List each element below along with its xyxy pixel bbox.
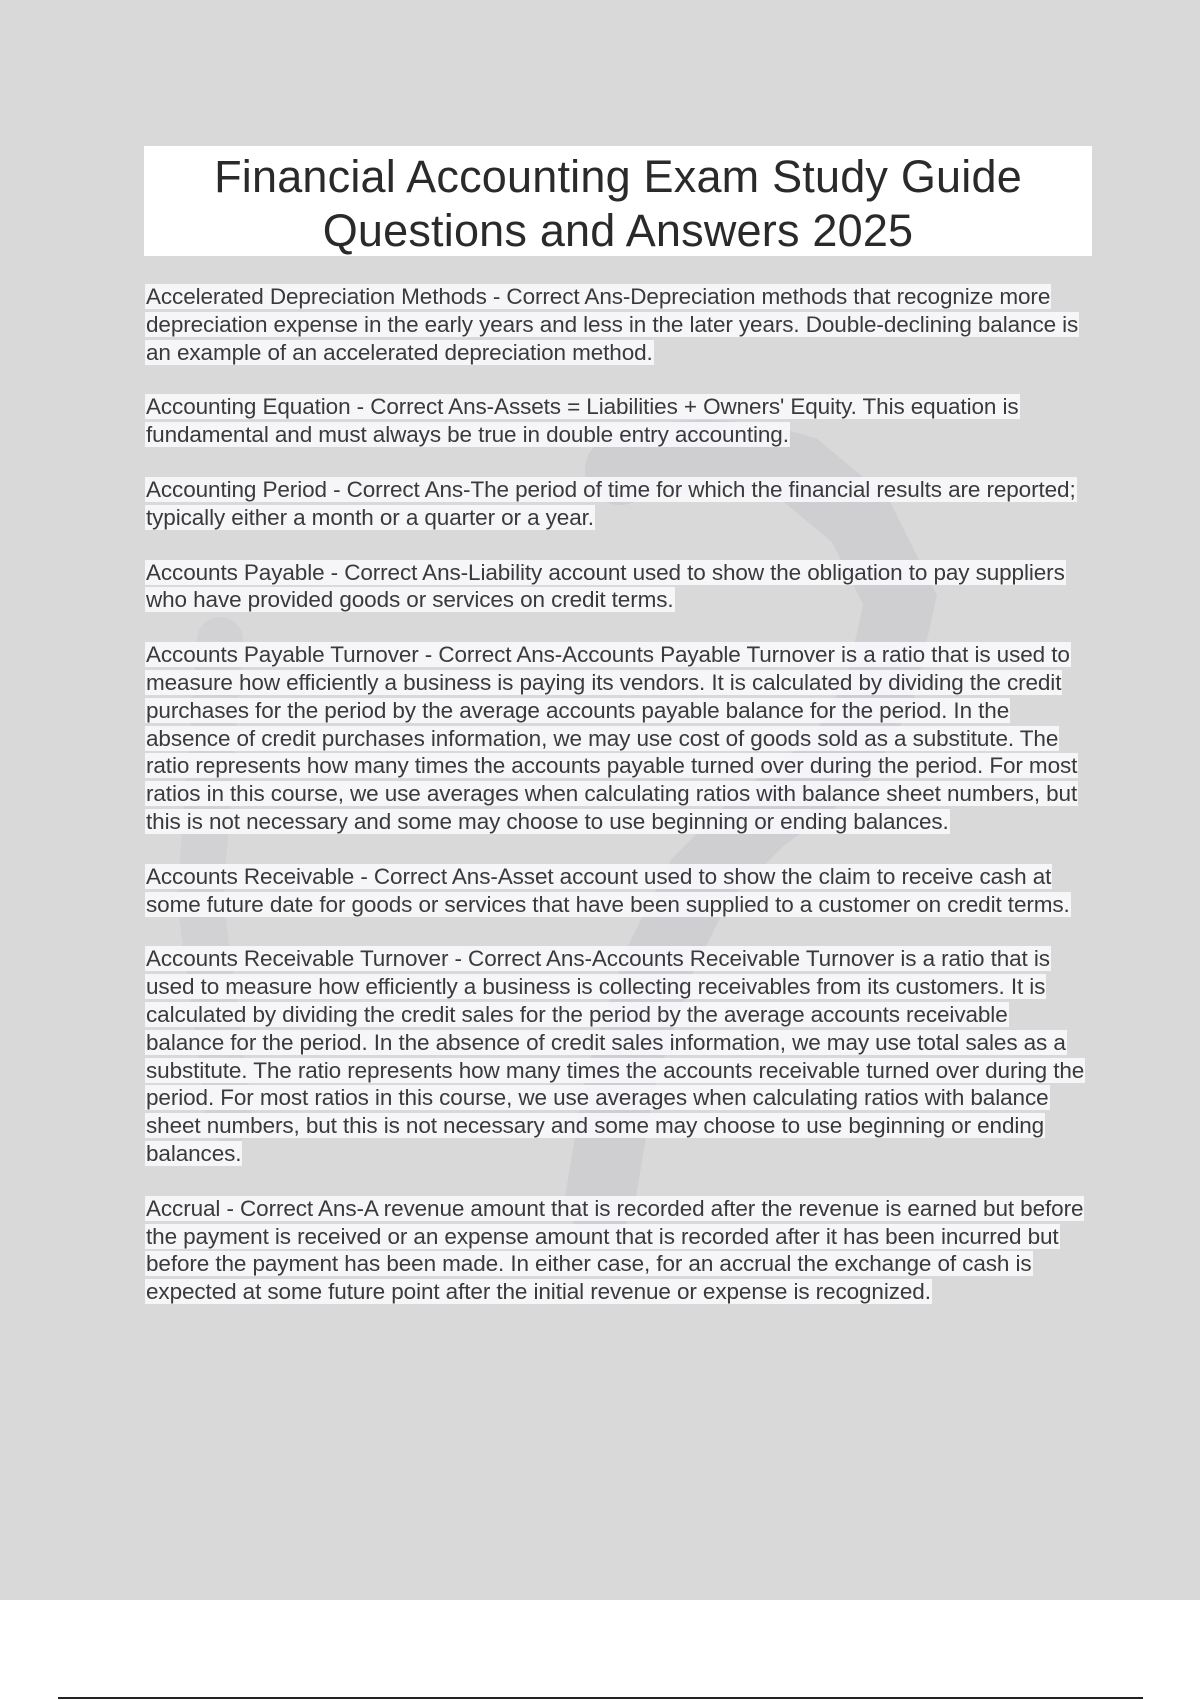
glossary-entry: [145, 945, 1090, 1167]
glossary-entry: [145, 283, 1090, 366]
title-box: [144, 146, 1092, 256]
glossary-entry: [145, 476, 1090, 532]
footer-divider: [58, 1697, 1143, 1699]
glossary-entry: [145, 559, 1090, 615]
glossary-entry: [145, 641, 1090, 836]
entry-text: Accounts Receivable Turnover - Correct Ans-Accounts Receivable Turnover is a ratio that is used to measure how efficiently a business is collecting receivables from its customers. It is calculated by dividing the credit sales for the period by the average accounts receivable balance for the period. In the absence of credit sales information, we may use total sales as a substitute. The ratio represents how many times the accounts receivable turned over during the period. For most ratios in this course, we use averages when calculating ratios with balance sheet numbers, but this is not necessary and some may choose to use beginning or ending balances.: [146, 946, 1085, 1166]
entry-text: Accounting Period - Correct Ans-The period of time for which the financial results are reported; typically either a month or a quarter or a year.: [146, 476, 1076, 530]
glossary-entries: [145, 283, 1090, 1333]
entry-text: Accounting Equation - Correct Ans-Assets = Liabilities + Owners' Equity. This equation is fundamental and must always be true in double entry accounting.: [146, 394, 1019, 448]
entry-text: Accounts Receivable - Correct Ans-Asset account used to show the claim to receive cash at some future date for goods or services that have been supplied to a customer on credit terms.: [146, 863, 1070, 917]
glossary-entry: [145, 393, 1090, 449]
entry-text: Accounts Payable Turnover - Correct Ans-Accounts Payable Turnover is a ratio that is used to measure how efficiently a business is paying its vendors. It is calculated by dividing the credit purchases for the period by the average accounts payable balance for the period. In the absence of credit purchases information, we may use cost of goods sold as a substitute. The ratio represents how many times the accounts payable turned over during the period. For most ratios in this course, we use averages when calculating ratios with balance sheet numbers, but this is not necessary and some may choose to use beginning or ending balances.: [146, 642, 1078, 834]
document-title-line-2: Questions and Answers 2025: [322, 205, 914, 256]
glossary-entry: [145, 1195, 1090, 1306]
entry-text: Accrual - Correct Ans-A revenue amount that is recorded after the revenue is earned but before the payment is received or an expense amount that is recorded after it has been incurred but before the payment has been made. In either case, for an accrual the exchange of cash is expected at some future point after the initial revenue or expense is recognized.: [146, 1195, 1084, 1305]
document-title-line-1: Financial Accounting Exam Study Guide: [214, 151, 1022, 202]
entry-text: Accelerated Depreciation Methods - Correct Ans-Depreciation methods that recognize more depreciation expense in the early years and less in the later years. Double-declining balance is an example of an accelerated depreciation method.: [146, 284, 1079, 365]
glossary-entry: [145, 863, 1090, 919]
entry-text: Accounts Payable - Correct Ans-Liability account used to show the obligation to pay suppliers who have provided goods or services on credit terms.: [146, 559, 1065, 613]
